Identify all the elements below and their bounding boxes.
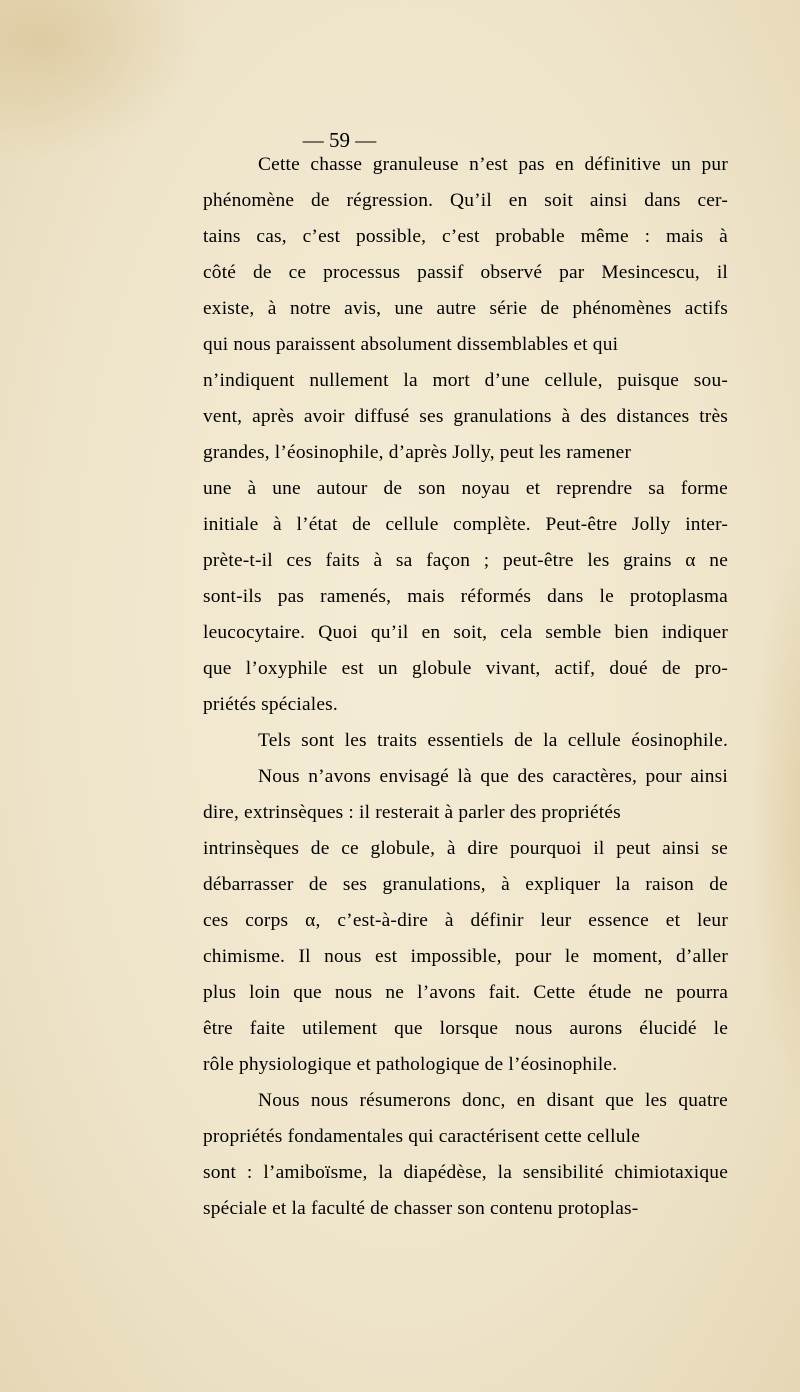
text-line: vent, après avoir diffusé ses granulations à des distances très [203,406,728,427]
text-line: spéciale et la faculté de chasser son contenu protoplas- [203,1198,639,1219]
text-line: plus loin que nous ne l’avons fait. Cette étude ne pourra [203,982,728,1003]
text-line: que l’oxyphile est un globule vivant, actif, doué de pro- [203,658,728,679]
text-line: intrinsèques de ce globule, à dire pourquoi il peut ainsi se [203,838,728,859]
text-line: existe, à notre avis, une autre série de phénomènes actifs [203,298,728,319]
text-line: Nous nous résumerons donc, en disant que les quatre [258,1090,728,1111]
text-line: dire, extrinsèques : il resterait à parler des propriétés [203,802,621,823]
text-line: prète-t-il ces faits à sa façon ; peut-être les grains α ne [203,550,728,571]
text-line: Nous n’avons envisagé là que des caractères, pour ainsi [258,766,728,787]
page-number: — 59 — [302,128,377,152]
text-line: n’indiquent nullement la mort d’une cellule, puisque sou- [203,370,728,391]
text-line: côté de ce processus passif observé par Mesincescu, il [203,262,728,283]
text-line: initiale à l’état de cellule complète. Peut-être Jolly inter- [203,514,728,535]
text-line: propriétés fondamentales qui caractérisent cette cellule [203,1126,641,1147]
text-line: Cette chasse granuleuse n’est pas en définitive un pur [258,154,728,175]
paper-stain [750,520,800,1120]
text-line: grandes, l’éosinophile, d’après Jolly, peut les ramener [203,442,632,463]
text-line: phénomène de régression. Qu’il en soit ainsi dans cer- [203,190,728,211]
text-line: priétés spéciales. [203,694,338,715]
text-line: leucocytaire. Quoi qu’il en soit, cela semble bien indiquer [203,622,728,643]
text-line: ces corps α, c’est-à-dire à définir leur essence et leur [203,910,728,931]
text-line: sont : l’amiboïsme, la diapédèse, la sensibilité chimiotaxique [203,1162,728,1183]
text-line: tains cas, c’est possible, c’est probable même : mais à [203,226,728,247]
text-line: une à une autour de son noyau et reprendre sa forme [203,478,728,499]
text-line: chimisme. Il nous est impossible, pour le moment, d’aller [203,946,728,967]
text-line: qui nous paraissent absolument dissemblables et qui [203,334,619,355]
text-line: rôle physiologique et pathologique de l’éosinophile. [203,1054,618,1075]
paper-stain [0,0,200,160]
text-line: débarrasser de ses granulations, à expliquer la raison de [203,874,728,895]
text-line: Tels sont les traits essentiels de la cellule éosinophile. [258,730,728,751]
text-line: être faite utilement que lorsque nous aurons élucidé le [203,1018,728,1039]
text-line: sont-ils pas ramenés, mais réformés dans le protoplasma [203,586,728,607]
